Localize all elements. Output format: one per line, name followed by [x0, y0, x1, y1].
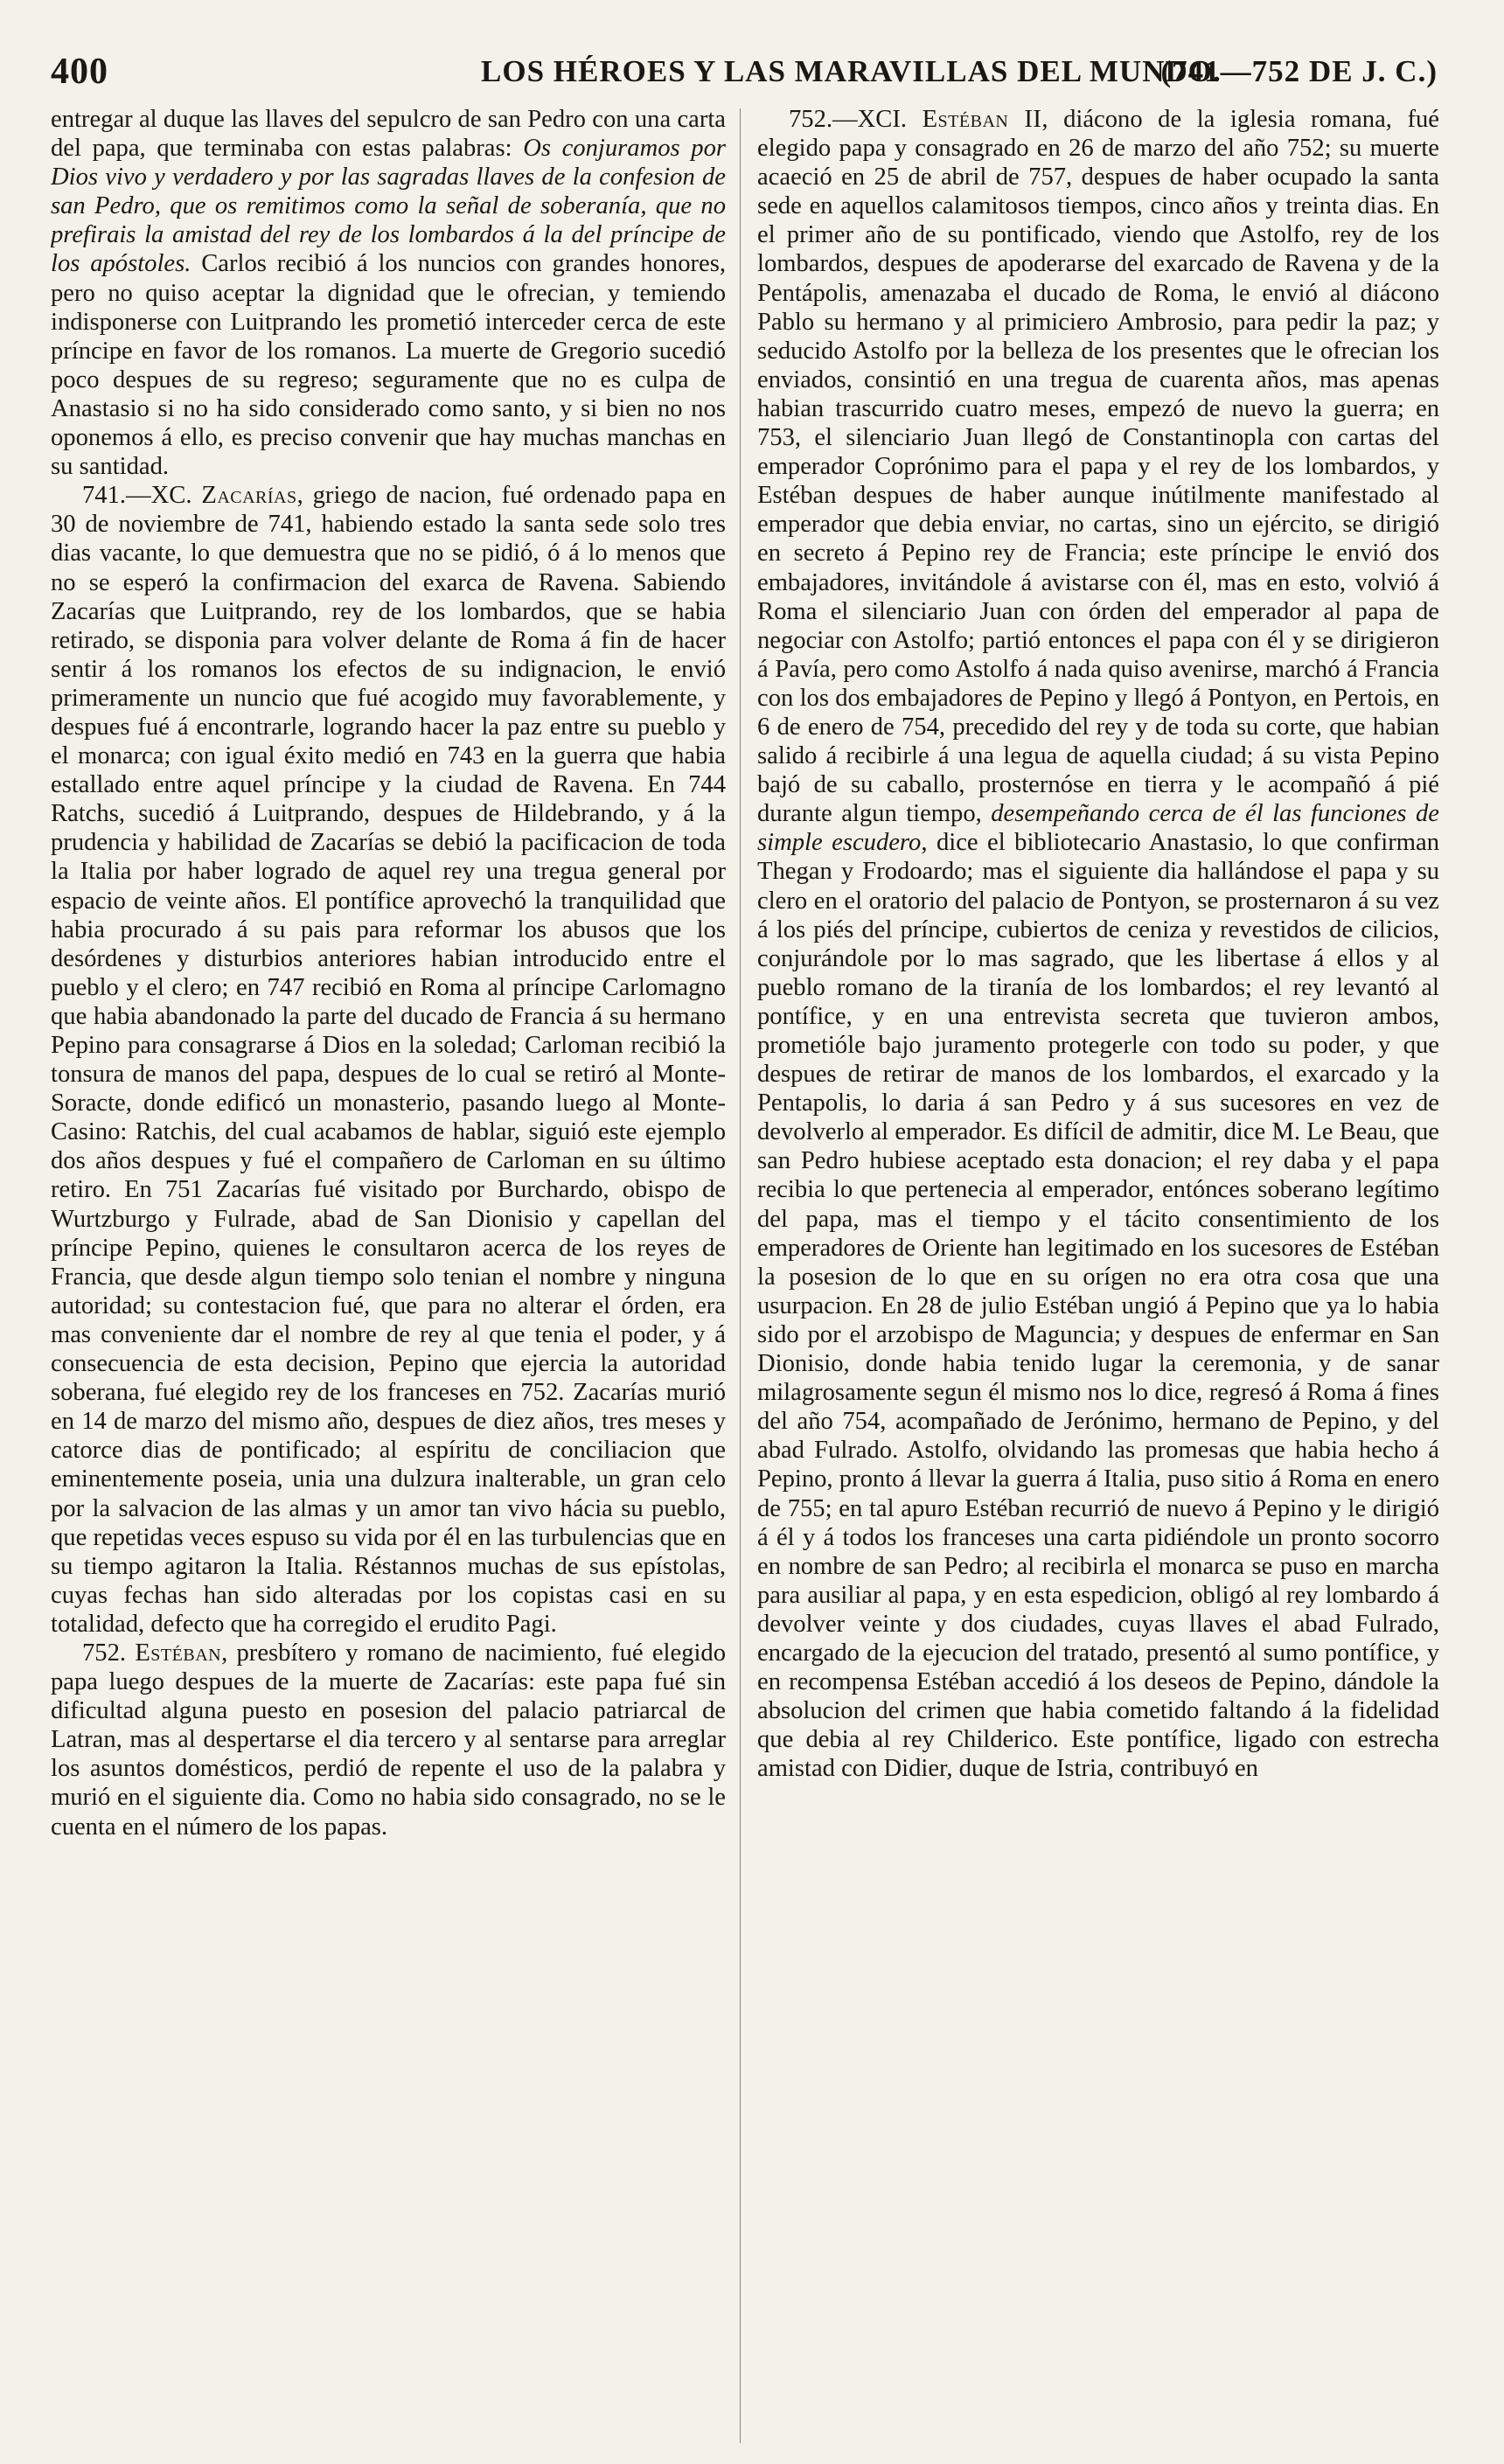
- pope-name: Zacarías: [201, 482, 297, 510]
- quoted-text: Os conjuramos por Dios vivo y verdadero y por las sagradas llaves de la confesion de san Pedro, que os remitimos como la señal de soberanía, que no prefirais la amistad del rey de los lombardos á la del príncipe de los apóstoles.: [51, 135, 726, 278]
- date-range: (741—752 DE J. C.): [1160, 54, 1438, 88]
- paragraph-gregorio-end: [51, 105, 726, 481]
- right-column: [757, 105, 1439, 2448]
- paragraph-esteban-ii: [757, 105, 1439, 1783]
- running-title: LOS HÉROES Y LAS MARAVILLAS DEL MUNDO.: [481, 54, 1222, 88]
- left-column: [51, 105, 726, 2448]
- entry-number: 752.—XCI.: [789, 106, 923, 133]
- column-divider: [740, 108, 741, 2443]
- entry-number: 752.: [82, 1639, 136, 1667]
- paragraph-text: , presbítero y romano de nacimiento, fué elegido papa luego despues de la muerte de Zacarías: este papa fué sin dificultad alguna puesto en posesion del palacio patriarcal de Latran, mas al despertarse el dia tercero y al sentarse para arreglar los asuntos domésticos, perdió de repente el uso de la palabra y murió en el siguiente dia. Como no habia sido consagrado, no se le cuenta en el número de los papas.: [51, 1639, 726, 1841]
- pope-name: Estéban II: [922, 106, 1042, 133]
- quoted-text: desempeñando cerca de él las funciones de simple escudero: [757, 800, 1439, 857]
- page-number: 400: [51, 52, 108, 92]
- pope-name: Estéban: [135, 1639, 222, 1667]
- paragraph-zacarias: [51, 481, 726, 1639]
- paragraph-text: , griego de nacion, fué ordenado papa en 30 de noviembre de 741, habiendo estado la santa sede solo tres dias vacante, lo que demuestra que no se pidió, ó á lo menos que no se esperó la confirmacion del exarca de Ravena. Sabiendo Zacarías que Luitprando, rey de los lombardos, que se habia retirado, se disponia para volver delante de Roma á fin de hacer sentir á los romanos los efectos de su indignacion, le envió primeramente un nuncio que fué acogido muy favorablemente, y despues fué á encontrarle, logrando hacer la paz entre su pueblo y el monarca; con igual éxito medió en 743 en la guerra que habia estallado entre aquel príncipe y la ciudad de Ravena. En 744 Ratchs, sucedió á Luitprando, despues de Hildebrando, y á la prudencia y habilidad de Zacarías se debió la pacificacion de toda la Italia por haber logrado de aquel rey una tregua general por espacio de veinte años. El pontífice aprovechó la tranquilidad que habia procurado á su pais para reformar los abusos que los desórdenes y disturbios anteriores habian introducido entre el pueblo y el clero; en 747 recibió en Roma al príncipe Carlomagno que habia abandonado la parte del ducado de Francia á su hermano Pepino para consagrarse á Dios en la soledad; Carloman recibió la tonsura de manos del papa, despues de lo cual se retiró al Monte-Soracte, donde edificó un monasterio, pasando luego al Monte-Casino: Ratchis, del cual acabamos de hablar, siguió este ejemplo dos años despues y fué el compañero de Carloman en su último retiro. En 751 Zacarías fué visitado por Burchardo, obispo de Wurtzburgo y Fulrade, abad de San Dionisio y capellan del príncipe Pepino, quienes le consultaron acerca de los reyes de Francia, que desde algun tiempo solo tenian el nombre y ninguna autoridad; su contestacion fué, que para no alterar el órden, era mas conveniente dar el nombre de rey al que tenia el poder, y á consecuencia de esta decision, Pepino que ejercia la autoridad soberana, fué elegido rey de los franceses en 752. Zacarías murió en 14 de marzo del mismo año, despues de diez años, tres meses y catorce dias de pontificado; al espíritu de conciliacion que eminentemente poseia, unia una dulzura inalterable, un gran celo por la salvacion de las almas y un amor tan vivo hácia su pueblo, que repetidas veces espuso su vida por él en las turbulencias que en su tiempo agitaron la Italia. Réstannos muchas de sus epístolas, cuyas fechas han sido alteradas por los copistas casi en su totalidad, defecto que ha corregido el erudito Pagi.: [51, 482, 726, 1638]
- paragraph-text: , diácono de la iglesia romana, fué elegido papa y consagrado en 26 de marzo del año 752; su muerte acaeció en 25 de abril de 757, despues de haber ocupado la santa sede en aquellos calamitosos tiempos, cinco años y treinta dias. En el primer año de su pontificado, viendo que Astolfo, rey de los lombardos, despues de apoderarse del exarcado de Ravena y de la Pentápolis, amenazaba el ducado de Roma, le envió al diácono Pablo su hermano y al primiciero Ambrosio, para pedir la paz; y seducido Astolfo por la belleza de los presentes que le ofrecian los enviados, consintió en una tregua de cuarenta años, mas apenas habian trascurrido cuatro meses, empezó de nuevo la guerra; en 753, el silenciario Juan llegó de Constantinopla con cartas del emperador Coprónimo para el papa y el rey de los lombardos, y Estéban despues de haber aunque inútilmente manifestado al emperador que debia enviar, no cartas, sino un ejército, se dirigió en secreto á Pepino rey de Francia; este príncipe le envió dos embajadores, invitándole á avistarse con él, mas en esto, volvió á Roma el silenciario Juan con órden del emperador al papa de negociar con Astolfo; partió entonces el papa con él y se dirigieron á Pavía, pero como Astolfo á nada quiso avenirse, marchó á Francia con los dos embajadores de Pepino y llegó á Pontyon, en Pertois, en 6 de enero de 754, precedido del rey y de toda su corte, que habian salido á recibirle á una legua de aquella ciudad; á su vista Pepino bajó de su caballo, prosternóse en tierra y le acompañó á pié durante algun tiempo,: [757, 106, 1439, 828]
- paragraph-text: , dice el bibliotecario Anastasio, lo que confirman Thegan y Frodoardo; mas el siguiente dia hallándose el papa y su clero en el oratorio del palacio de Pontyon, se prosternaron á su vez á los piés del príncipe, cubiertos de ceniza y revestidos de cilicios, conjurándole por lo mas sagrado, que les libertase á ellos y al pueblo romano de la tiranía de los lombardos; el rey levantó al pontífice, y en una entrevista secreta que tuvieron ambos, prometióle bajo juramento protegerle con todo su poder, y que despues de retirar de manos de los lombardos, el exarcado y la Pentapolis, lo daria á san Pedro y á sus sucesores en vez de devolverlo al emperador. Es difícil de admitir, dice M. Le Beau, que san Pedro hubiese aceptado esta donacion; el rey daba y el papa recibia lo que pertenecia al emperador, entónces soberano legítimo del papa, mas el tiempo y el tácito consentimiento de los emperadores de Oriente han legitimado en los sucesores de Estéban la posesion de lo que en su orígen no era otra cosa que una usurpacion. En 28 de julio Estéban ungió á Pepino que ya lo habia sido por el arzobispo de Maguncia; y despues de enfermar en San Dionisio, donde habia tenido lugar la ceremonia, y de sanar milagrosamente segun él mismo nos lo dice, regresó á Roma á fines del año 754, acompañado de Jerónimo, hermano de Pepino, y del abad Fulrado. Astolfo, olvidando las promesas que habia hecho á Pepino, pronto á llevar la guerra á Italia, puso sitio á Roma en enero de 755; en tal apuro Estéban recurrió de nuevo á Pepino y le dirigió á él y á todos los franceses una carta pidiéndole un pronto socorro en nombre de san Pedro; al recibirla el monarca se puso en marcha para ausiliar al papa, y en esta espedicion, obligó al rey lombardo á devolver veinte y dos ciudades, cuyas llaves el abad Fulrado, encargado de la ejecucion del tratado, presentó al sumo pontífice, y en recompensa Estéban accedió á los deseos de Pepino, dándole la absolucion del crimen que habia cometido faltando á la fidelidad que debia al rey Childerico. Este pontífice, ligado con estrecha amistad con Didier, duque de Istria, contribuyó en: [757, 829, 1439, 1783]
- paragraph-esteban: [51, 1639, 726, 1841]
- entry-number: 741.—XC.: [82, 482, 202, 510]
- page-header: [51, 45, 1438, 98]
- paragraph-text: entregar al duque las llaves del sepulcro de san Pedro con una carta del papa, que terminaba con estas palabras:: [51, 106, 726, 163]
- paragraph-text: Carlos recibió á los nuncios con grandes honores, pero no quiso aceptar la dignidad que le ofrecian, y temiendo indisponerse con Luitprando les prometió interceder cerca de este príncipe en favor de los romanos. La muerte de Gregorio sucedió poco despues de su regreso; seguramente que no es culpa de Anastasio si no ha sido considerado como santo, y si bien no nos oponemos á ello, es preciso convenir que hay muchas manchas en su santidad.: [51, 250, 726, 481]
